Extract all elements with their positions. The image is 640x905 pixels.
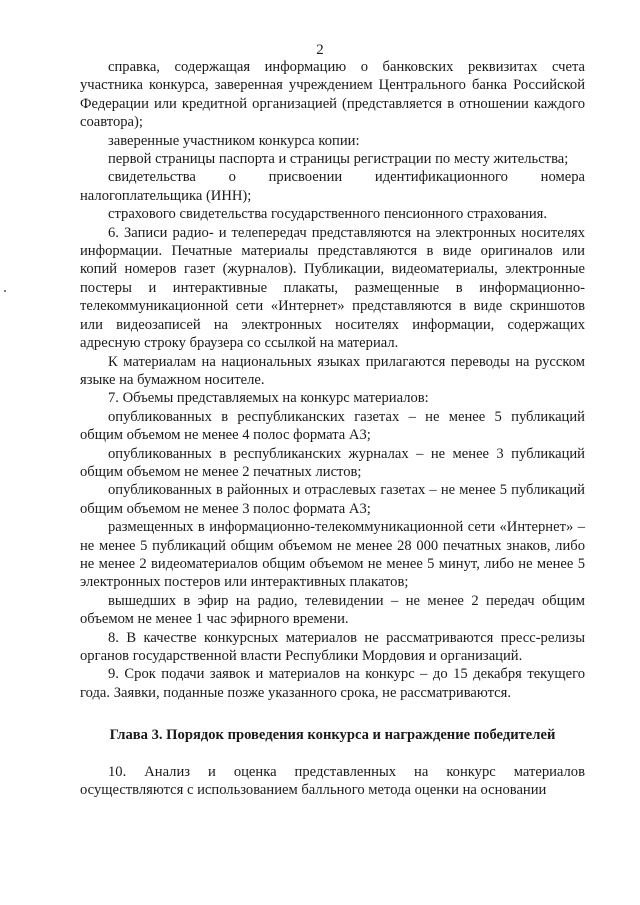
paragraph: 9. Срок подачи заявок и материалов на конкурс – до 15 декабря текущего года. Заявки, поданные позже указанного срока, не рассматриваются. — [80, 666, 585, 701]
paragraph: размещенных в информационно-телекоммуникационной сети «Интернет» – не менее 5 публикаций общим объемом не менее 28 000 печатных знаков, либо не менее 2 видеоматериалов общим объемом не менее 5 минут, либо не менее 5 электронных постеров или интерактивных плакатов; — [80, 519, 585, 591]
page-number: 2 — [316, 42, 324, 58]
paragraph: вышедших в эфир на радио, телевидении – не менее 2 передач общим объемом не менее 1 час эфирного времени. — [80, 592, 585, 628]
paragraph: первой страницы паспорта и страницы регистрации по месту жительства; — [108, 151, 569, 168]
paragraph: 8. В качестве конкурсных материалов не рассматриваются пресс-релизы органов государственной власти Республики Мордовия и организаций. — [80, 629, 585, 664]
paragraph: К материалам на национальных языках прилагаются переводы на русском языке на бумажном носителе. — [80, 353, 585, 388]
paragraph: страхового свидетельства государственного пенсионного страхования. — [108, 206, 547, 223]
paragraph: 7. Объемы представляемых на конкурс материалов: — [108, 390, 429, 407]
document-body — [80, 58, 585, 799]
paragraph: 6. Записи радио- и телепередач представляются на электронных носителях информации. Печатные материалы представляются в виде оригиналов или копий номеров газет (журналов). Публикации, видеоматериалы, электронные постеры и интерактивные плакаты, размещенные в информационно-телекоммуникационной сети «Интернет» представляются в виде скриншотов или видеозаписей на электронных носителях информации, содержащих адресную строку браузера со ссылкой на материал. — [80, 224, 585, 352]
paragraph: опубликованных в республиканских журналах – не менее 3 публикаций общим объемом не менее 2 печатных листов; — [80, 445, 585, 480]
paragraph: опубликованных в республиканских газетах – не менее 5 публикаций общим объемом не менее 4 полос формата А3; — [80, 408, 585, 444]
paragraph: заверенные участником конкурса копии: — [108, 132, 360, 149]
paragraph: опубликованных в районных и отраслевых газетах – не менее 5 публикаций общим объемом не менее 3 полос формата А3; — [80, 482, 585, 517]
paragraph: свидетельства о присвоении идентификационного номера налогоплательщика (ИНН); — [80, 169, 585, 204]
paragraph: 10. Анализ и оценка представленных на конкурс материалов осуществляются с использованием балльного метода оценки на основании — [80, 763, 585, 799]
paragraph: справка, содержащая информацию о банковских реквизитах счета участника конкурса, заверенная учреждением Центрального банка Российской Федерации или кредитной организацией (представляется в отношении каждого соавтора); — [80, 59, 585, 131]
chapter-heading: Глава 3. Порядок проведения конкурса и награждение победителей — [109, 727, 556, 744]
scan-speck — [4, 290, 6, 292]
